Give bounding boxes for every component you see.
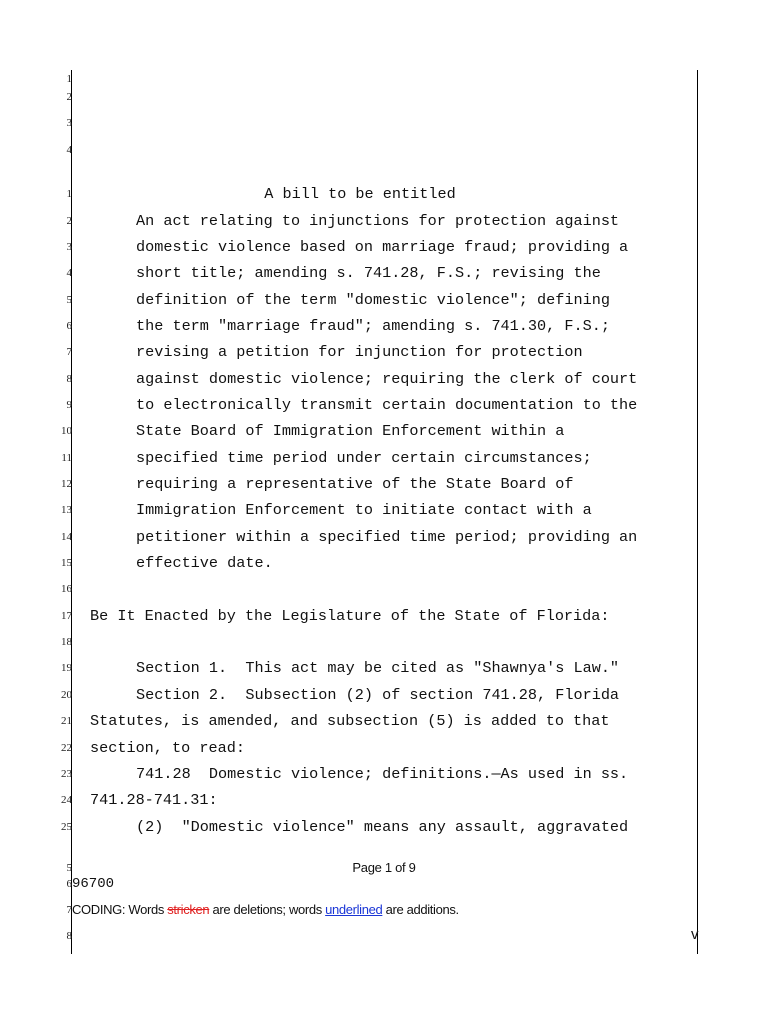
bill-title: A bill to be entitled (264, 185, 456, 203)
bill-text-line: to electronically transmit certain documentation to the (136, 395, 638, 414)
line-number: 3 (66, 240, 72, 253)
line-number: 1 (66, 73, 72, 85)
line-number: 15 (61, 557, 72, 570)
bill-text-line: domestic violence based on marriage fraud; providing a (136, 237, 629, 256)
line-number: 25 (61, 820, 72, 833)
line-number: 9 (66, 398, 72, 411)
bill-text-line: definition of the term "domestic violence"; defining (136, 290, 610, 309)
line-number: 19 (61, 662, 72, 675)
line-number: 8 (66, 372, 72, 385)
line-number: 11 (61, 451, 72, 464)
bill-text-line: Statutes, is amended, and subsection (5) is added to that (90, 712, 610, 731)
coding-prefix: CODING: Words (72, 902, 168, 917)
footer-line-number: 6 (66, 878, 72, 890)
bill-text-line: State Board of Immigration Enforcement within a (136, 422, 565, 441)
bill-text-line: (2) "Domestic violence" means any assault, aggravated (136, 817, 629, 836)
line-number: 18 (61, 636, 72, 649)
bill-text-line: short title; amending s. 741.28, F.S.; revising the (136, 264, 601, 283)
line-number: 3 (66, 117, 72, 129)
line-number: 5 (66, 293, 72, 306)
bill-text-line: requiring a representative of the State Board of (136, 475, 574, 493)
bill-text-line: Immigration Enforcement to initiate contact with a (136, 501, 592, 520)
line-number: 22 (61, 741, 72, 754)
line-number: 1 (66, 188, 72, 200)
stricken-example: stricken (167, 902, 210, 917)
bill-text-line: revising a petition for injunction for protection (136, 343, 583, 362)
line-number: 17 (61, 609, 72, 622)
line-number: 16 (61, 583, 72, 596)
bill-text-line: Section 1. This act may be cited as "Shawnya's Law." (136, 659, 620, 678)
coding-middle: are deletions; words (209, 902, 326, 917)
page-corner-mark: v (691, 926, 699, 943)
line-number: 23 (61, 767, 72, 780)
bill-text-line: Be It Enacted by the Legislature of the State of Florida: (90, 606, 610, 625)
bill-text-line: effective date. (136, 554, 273, 573)
coding-suffix: are additions. (382, 902, 459, 917)
line-number: 2 (66, 91, 72, 103)
footer-line-number: 7 (66, 904, 72, 916)
line-number: 4 (66, 144, 72, 156)
footer-line-number: 5 (66, 862, 72, 874)
bill-text-line: the term "marriage fraud"; amending s. 741.30, F.S.; (136, 316, 610, 335)
bill-text-line: 741.28 Domestic violence; definitions.—As used in ss. (136, 764, 629, 783)
line-number: 12 (61, 478, 72, 490)
bill-text-line: 741.28-741.31: (90, 791, 218, 810)
line-number: 7 (66, 346, 72, 359)
underlined-example: underlined (325, 902, 383, 917)
bill-text-line: An act relating to injunctions for protection against (136, 211, 620, 230)
bill-text-line: against domestic violence; requiring the clerk of court (136, 369, 638, 388)
line-number: 24 (61, 794, 72, 807)
line-number: 6 (66, 319, 72, 332)
bill-text-line: specified time period under certain circumstances; (136, 448, 592, 467)
line-number: 10 (61, 425, 72, 438)
footer-line-number: 8 (66, 930, 72, 942)
bill-text-line: section, to read: (90, 738, 245, 757)
coding-legend (72, 902, 459, 917)
line-number: 21 (61, 715, 72, 728)
page-number: Page 1 of 9 (352, 860, 416, 875)
document-number: 96700 (72, 876, 115, 892)
line-number: 20 (61, 688, 72, 701)
line-number: 13 (61, 504, 72, 517)
bill-text-line: petitioner within a specified time period; providing an (136, 527, 638, 546)
line-number: 14 (61, 530, 72, 543)
line-number: 4 (66, 267, 72, 280)
line-number: 2 (66, 214, 72, 227)
bill-text-line: Section 2. Subsection (2) of section 741.28, Florida (136, 685, 620, 704)
right-margin-line (697, 70, 698, 954)
